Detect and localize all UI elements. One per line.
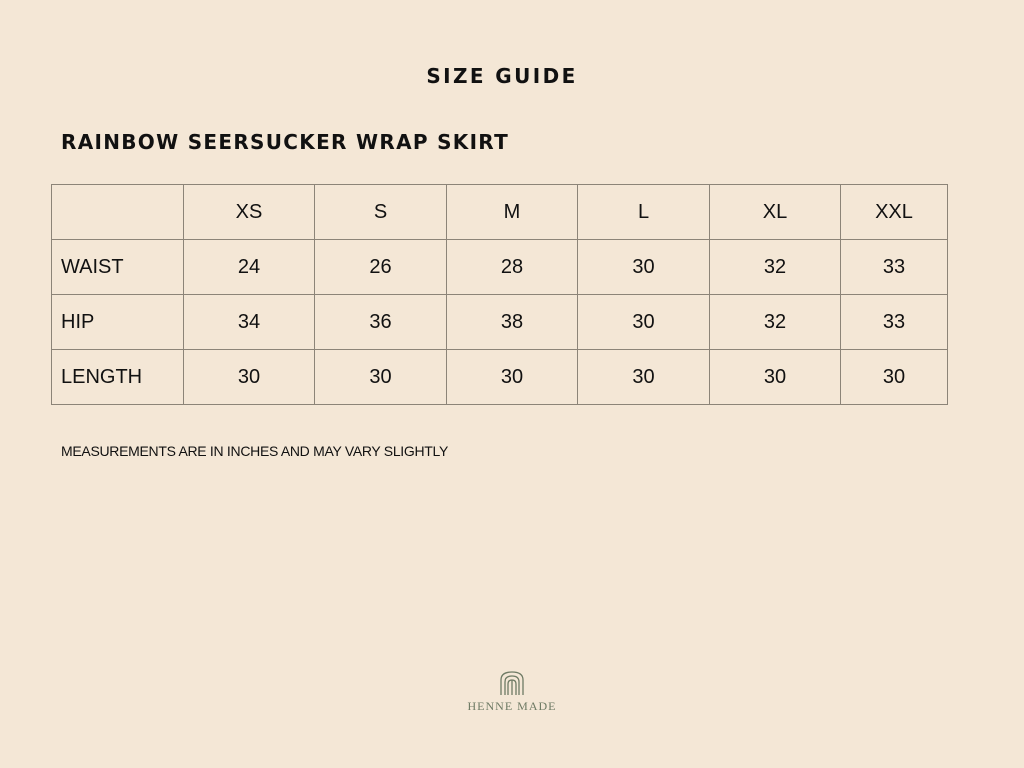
column-header-xl: XL (710, 185, 841, 240)
table-cell: 36 (315, 295, 447, 350)
size-table (51, 184, 948, 405)
table-row-waist (52, 240, 948, 295)
table-cell: 30 (578, 240, 710, 295)
table-cell: 34 (184, 295, 315, 350)
row-label-length: LENGTH (52, 350, 184, 405)
row-label-hip: HIP (52, 295, 184, 350)
column-header-xxl: XXL (841, 185, 948, 240)
table-cell: 33 (841, 240, 948, 295)
product-title: RAINBOW SEERSUCKER WRAP SKIRT (61, 130, 510, 154)
table-cell: 32 (710, 240, 841, 295)
table-cell: 26 (315, 240, 447, 295)
brand-name: HENNE MADE (467, 699, 557, 713)
table-cell: 30 (184, 350, 315, 405)
table-cell: 24 (184, 240, 315, 295)
arch-logo-icon (499, 670, 525, 696)
column-header-m: M (447, 185, 578, 240)
row-label-waist: WAIST (52, 240, 184, 295)
table-row-hip (52, 295, 948, 350)
table-cell: 38 (447, 295, 578, 350)
table-cell: 30 (578, 350, 710, 405)
column-header-s: S (315, 185, 447, 240)
table-cell: 30 (447, 350, 578, 405)
corner-cell (52, 185, 184, 240)
table-cell: 30 (710, 350, 841, 405)
column-header-l: L (578, 185, 710, 240)
table-cell: 32 (710, 295, 841, 350)
table-row-length (52, 350, 948, 405)
column-header-xs: XS (184, 185, 315, 240)
table-header-row (52, 185, 948, 240)
table-cell: 30 (841, 350, 948, 405)
table-cell: 30 (578, 295, 710, 350)
page-title: SIZE GUIDE (426, 64, 578, 88)
table-cell: 30 (315, 350, 447, 405)
measurement-note: MEASUREMENTS ARE IN INCHES AND MAY VARY SLIGHTLY (61, 443, 449, 459)
table-cell: 28 (447, 240, 578, 295)
table-cell: 33 (841, 295, 948, 350)
brand-logo (440, 670, 584, 714)
